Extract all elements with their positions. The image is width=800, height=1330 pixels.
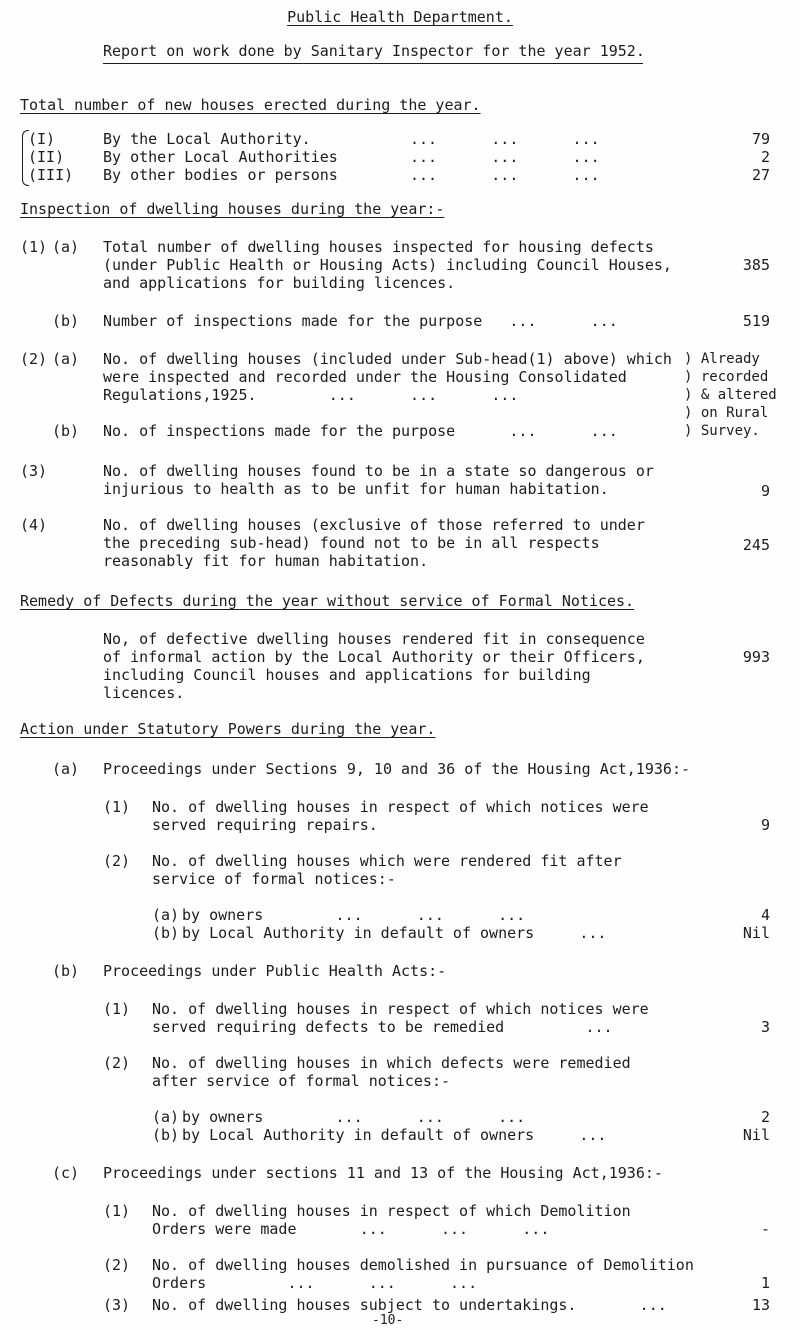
row-label: By other Local Authorities <box>103 148 338 166</box>
proceedings-a-label: (a) <box>52 760 80 778</box>
item-4-number: (4) <box>20 516 48 534</box>
c2-text: Orders ... ... ... <box>152 1274 478 1292</box>
item-1b-label: (b) <box>52 312 80 330</box>
item-4-value: 245 <box>742 536 770 554</box>
new-houses-heading: Total number of new houses erected during the year. <box>20 96 481 114</box>
remedy-text: licences. <box>103 684 185 702</box>
proceedings-b-text: Proceedings under Public Health Acts:- <box>103 962 447 980</box>
b2a-label: (a) <box>152 1108 180 1126</box>
b2a-text: by owners ... ... ... <box>182 1108 526 1126</box>
report-title: Report on work done by Sanitary Inspector for the year 1952. <box>103 42 645 60</box>
note-line: ) recorded <box>684 369 769 385</box>
b1-text: served requiring defects to be remedied ... <box>152 1018 613 1036</box>
note-line: ) Already <box>684 351 760 367</box>
note-line: ) Survey. <box>684 423 760 439</box>
title-rule <box>103 63 643 64</box>
item-1a-text: and applications for building licences. <box>103 274 456 292</box>
b2-text: after service of formal notices:- <box>152 1072 451 1090</box>
note-line: ) & altered <box>684 387 777 403</box>
b1-value: 3 <box>760 1018 770 1036</box>
a1-value: 9 <box>760 816 770 834</box>
item-3-number: (3) <box>20 462 48 480</box>
c3-value: 13 <box>751 1296 770 1314</box>
item-1a-value: 385 <box>742 256 770 274</box>
remedy-text: including Council houses and applications for building <box>103 666 591 684</box>
a2a-value: 4 <box>760 906 770 924</box>
item-1a-label: (a) <box>52 238 80 256</box>
c1-text: No. of dwelling houses in respect of which Demolition <box>152 1202 631 1220</box>
c3-text: No. of dwelling houses subject to undertakings. ... <box>152 1296 667 1314</box>
item-4-text: reasonably fit for human habitation. <box>103 552 429 570</box>
proceedings-c-label: (c) <box>52 1164 80 1182</box>
item-4-text: No. of dwelling houses (exclusive of those referred to under <box>103 516 645 534</box>
a2-text: service of formal notices:- <box>152 870 396 888</box>
item-1a-text: Total number of dwelling houses inspected for housing defects <box>103 238 654 256</box>
row-dots: ... ... ... <box>410 166 600 184</box>
item-3-text: injurious to health as to be unfit for human habitation. <box>103 480 609 498</box>
b2b-label: (b) <box>152 1126 180 1144</box>
page-number: -10- <box>372 1313 404 1328</box>
a2-text: No. of dwelling houses which were rendered fit after <box>152 852 622 870</box>
a2b-value: Nil <box>742 924 770 942</box>
item-2a-label: (a) <box>52 350 80 368</box>
item-2a-text: Regulations,1925. ... ... ... <box>103 386 519 404</box>
inspection-heading: Inspection of dwelling houses during the year:- <box>20 200 445 218</box>
a1-text: served requiring repairs. <box>152 816 378 834</box>
row-value: 2 <box>760 148 770 166</box>
item-3-text: No. of dwelling houses found to be in a state so dangerous or <box>103 462 654 480</box>
remedy-heading: Remedy of Defects during the year without service of Formal Notices. <box>20 592 635 610</box>
item-2b-label: (b) <box>52 422 80 440</box>
item-1b-text: Number of inspections made for the purpose ... ... <box>103 312 618 330</box>
item-2a-text: No. of dwelling houses (included under Sub-head(1) above) which <box>103 350 672 368</box>
note-line: ) on Rural <box>684 405 769 421</box>
b1-text: No. of dwelling houses in respect of which notices were <box>152 1000 649 1018</box>
proceedings-a-text: Proceedings under Sections 9, 10 and 36 of the Housing Act,1936:- <box>103 760 690 778</box>
row-label: By the Local Authority. <box>103 130 311 148</box>
remedy-text: No, of defective dwelling houses rendered fit in consequence <box>103 630 645 648</box>
proceedings-b-label: (b) <box>52 962 80 980</box>
b2-label: (2) <box>103 1054 131 1072</box>
c2-text: No. of dwelling houses demolished in pursuance of Demolition <box>152 1256 694 1274</box>
a2b-label: (b) <box>152 924 180 942</box>
b1-label: (1) <box>103 1000 131 1018</box>
item-2-number: (2) <box>20 350 48 368</box>
b2-text: No. of dwelling houses in which defects were remedied <box>152 1054 631 1072</box>
c2-value: 1 <box>760 1274 770 1292</box>
row-value: 79 <box>751 130 770 148</box>
statutory-heading: Action under Statutory Powers during the year. <box>20 720 436 738</box>
c3-label: (3) <box>103 1296 131 1314</box>
remedy-text: of informal action by the Local Authority or their Officers, <box>103 648 645 666</box>
c1-text: Orders were made ... ... ... <box>152 1220 550 1238</box>
c1-label: (1) <box>103 1202 131 1220</box>
row-number: (II) <box>28 148 65 166</box>
row-number: (I) <box>28 130 56 148</box>
b2b-text: by Local Authority in default of owners ... <box>182 1126 607 1144</box>
item-1-number: (1) <box>20 238 48 256</box>
c1-value: - <box>760 1220 770 1238</box>
row-dots: ... ... ... <box>410 130 600 148</box>
b2b-value: Nil <box>742 1126 770 1144</box>
item-1b-value: 519 <box>742 312 770 330</box>
b2a-value: 2 <box>760 1108 770 1126</box>
item-1a-text: (under Public Health or Housing Acts) including Council Houses, <box>103 256 672 274</box>
proceedings-c-text: Proceedings under sections 11 and 13 of the Housing Act,1936:- <box>103 1164 663 1182</box>
row-label: By other bodies or persons <box>103 166 338 184</box>
a2-label: (2) <box>103 852 131 870</box>
item-3-value: 9 <box>760 482 770 500</box>
row-value: 27 <box>751 166 770 184</box>
a2b-text: by Local Authority in default of owners ... <box>182 924 607 942</box>
item-4-text: the preceding sub-head) found not to be in all respects <box>103 534 600 552</box>
row-number: (III) <box>28 166 74 184</box>
a1-label: (1) <box>103 798 131 816</box>
department-title: Public Health Department. <box>287 8 513 26</box>
item-2a-text: were inspected and recorded under the Housing Consolidated <box>103 368 627 386</box>
a2a-text: by owners ... ... ... <box>182 906 526 924</box>
row-dots: ... ... ... <box>410 148 600 166</box>
a1-text: No. of dwelling houses in respect of which notices were <box>152 798 649 816</box>
a2a-label: (a) <box>152 906 180 924</box>
remedy-value: 993 <box>742 648 770 666</box>
c2-label: (2) <box>103 1256 131 1274</box>
item-2b-text: No. of inspections made for the purpose ... ... <box>103 422 618 440</box>
